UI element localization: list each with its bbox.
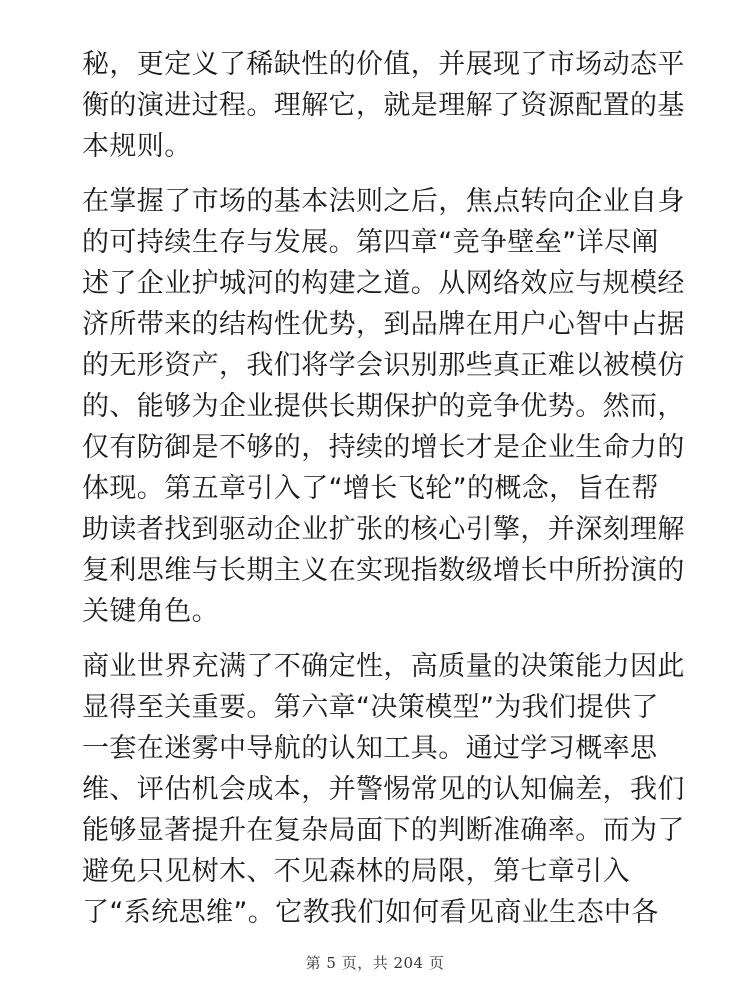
text-line: 商业世界充满了不确定性，高质量的决策能力因此 [82, 651, 685, 682]
text-line: 维、评估机会成本，并警惕常见的认知偏差，我们 [82, 774, 685, 805]
page-number-footer: 第 5 页，共 204 页 [305, 954, 445, 972]
text-line: 述了企业护城河的构建之道。从网络效应与规模经 [82, 268, 685, 299]
text-line: 一套在迷雾中导航的认知工具。通过学习概率思 [82, 733, 658, 764]
text-line: 能够显著提升在复杂局面下的判断准确率。而为了 [82, 815, 685, 846]
text-line: 本规则。 [82, 131, 192, 162]
text-line: 的可持续生存与发展。第四章“竞争壁垒”详尽阐 [82, 227, 659, 258]
text-line: 关键角色。 [82, 596, 219, 627]
text-line: 了“系统思维”。它教我们如何看见商业生态中各 [82, 897, 659, 928]
text-line: 显得至关重要。第六章“决策模型”为我们提供了 [82, 692, 659, 723]
text-line: 助读者找到驱动企业扩张的核心引擎，并深刻理解 [82, 514, 685, 545]
body-text [82, 44, 685, 933]
paragraph-1 [82, 44, 685, 167]
text-line: 仅有防御是不够的，持续的增长才是企业生命力的 [82, 432, 685, 463]
text-line: 的、能够为企业提供长期保护的竞争优势。然而， [82, 391, 685, 422]
text-line: 秘，更定义了稀缺性的价值，并展现了市场动态平 [82, 49, 685, 80]
paragraph-2 [82, 181, 685, 632]
text-line: 衡的演进过程。理解它，就是理解了资源配置的基 [82, 90, 685, 121]
paragraph-spacer [82, 167, 682, 181]
paragraph-spacer [82, 632, 682, 646]
text-line: 避免只见树木、不见森林的局限，第七章引入 [82, 856, 630, 887]
text-line: 体现。第五章引入了“增长飞轮”的概念，旨在帮 [82, 473, 659, 504]
text-line: 在掌握了市场的基本法则之后，焦点转向企业自身 [82, 186, 685, 217]
paragraph-3 [82, 646, 685, 933]
text-line: 的无形资产，我们将学会识别那些真正难以被模仿 [82, 350, 685, 381]
text-line: 济所带来的结构性优势，到品牌在用户心智中占据 [82, 309, 685, 340]
text-line: 复利思维与长期主义在实现指数级增长中所扮演的 [82, 555, 685, 586]
